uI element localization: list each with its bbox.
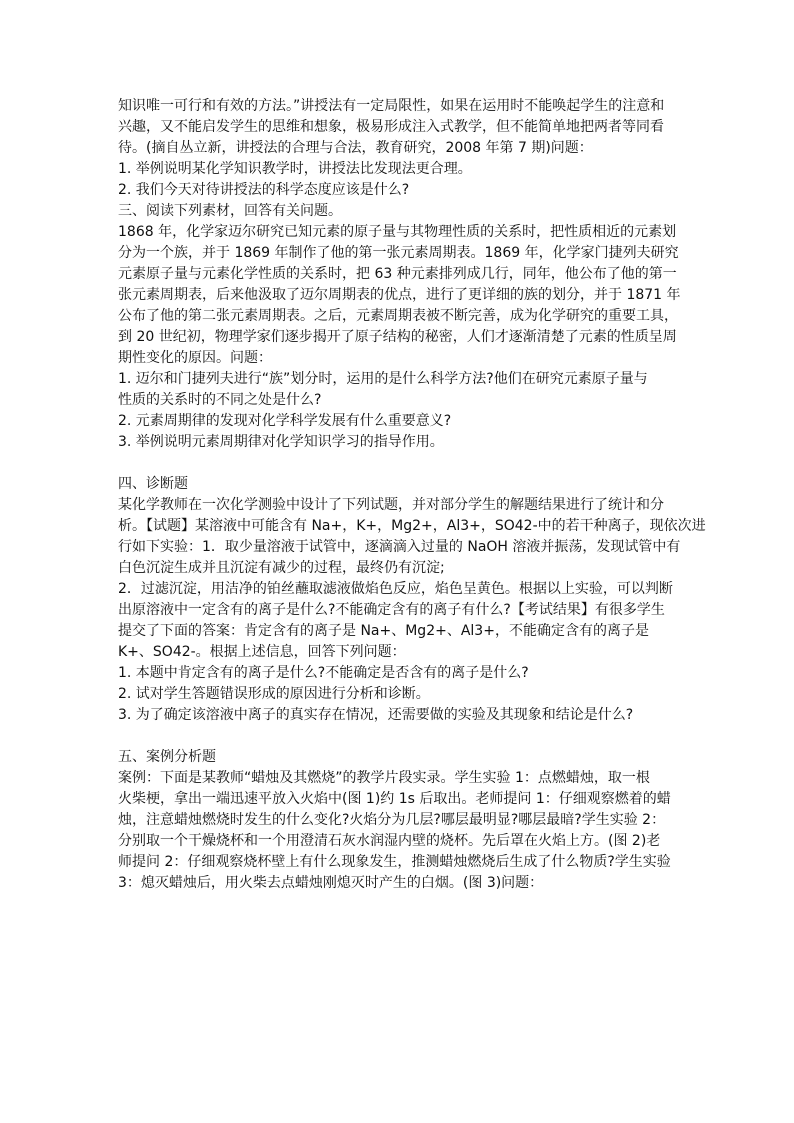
text-line: 1. 迈尔和门捷列夫进行“族”划分时，运用的是什么科学方法?他们在研究元素原子量与 bbox=[118, 371, 648, 387]
text-line: 出原溶液中一定含有的离子是什么?不能确定含有的离子有什么?【考试结果】有很多学生 bbox=[118, 602, 665, 618]
text-line: 2．过滤沉淀，用洁净的铂丝蘸取滤液做焰色反应，焰色呈黄色。根据以上实验，可以判断 bbox=[118, 581, 673, 597]
text-line: 公布了他的第二张元素周期表。之后，元素周期表被不断完善，成为化学研究的重要工具， bbox=[118, 308, 678, 324]
section-four-diagnosis bbox=[118, 474, 706, 726]
text-line: 行如下实验：1．取少量溶液于试管中，逐滴滴入过量的 NaOH 溶液并振荡，发现试管中有 bbox=[118, 539, 681, 555]
text-line: 1868 年，化学家迈尔研究已知元素的原子量与其物理性质的关系时，把性质相近的元素划 bbox=[118, 224, 677, 240]
text-line: 性质的关系时的不同之处是什么? bbox=[118, 392, 322, 408]
text-line: 知识唯一可行和有效的方法。”讲授法有一定局限性，如果在运用时不能唤起学生的注意和 bbox=[118, 98, 665, 114]
text-line: 待。(摘自丛立新，讲授法的合理与合法，教育研究，2008 年第 7 期)问题： bbox=[118, 140, 593, 156]
text-line: 到 20 世纪初，物理学家们逐步揭开了原子结构的秘密，人们才逐渐清楚了元素的性质呈周 bbox=[118, 329, 677, 345]
text-line: 析。【试题】某溶液中可能含有 Na+，K+，Mg2+，Al3+，SO42-中的若干种离子，现依次进 bbox=[118, 518, 706, 534]
text-line: 某化学教师在一次化学测验中设计了下列试题，并对部分学生的解题结果进行了统计和分 bbox=[118, 497, 664, 513]
text-line: 分为一个族，并于 1869 年制作了他的第一张元素周期表。1869 年，化学家门捷列夫研究 bbox=[118, 245, 679, 261]
section-five-case-analysis bbox=[118, 747, 688, 894]
text-line: 2. 我们今天对待讲授法的科学态度应该是什么? bbox=[118, 182, 410, 198]
text-line: 元素原子量与元素化学性质的关系时，把 63 种元素排列成几行，同年，他公布了他的第一 bbox=[118, 266, 677, 282]
text-line: 兴趣，又不能启发学生的思维和想象，极易形成注入式教学，但不能简单地把两者等同看 bbox=[118, 119, 664, 135]
text-line: 2. 元素周期律的发现对化学科学发展有什么重要意义? bbox=[118, 413, 452, 429]
document-body bbox=[118, 96, 706, 915]
text-line: 1. 举例说明某化学知识教学时，讲授法比发现法更合理。 bbox=[118, 161, 472, 177]
text-line: 三、阅读下列素材，回答有关问题。 bbox=[118, 203, 342, 219]
text-line: 烛，注意蜡烛燃烧时发生的什么变化?火焰分为几层?哪层最明显?哪层最暗?学生实验 2： bbox=[118, 812, 666, 828]
text-line: K+、SO42-。根据上述信息，回答下列问题： bbox=[118, 644, 406, 660]
text-line: 火柴梗，拿出一端迅速平放入火焰中(图 1)约 1s 后取出。老师提问 1：仔细观察燃着的蜡 bbox=[118, 791, 671, 807]
text-line: 白色沉淀生成并且沉淀有减少的过程，最终仍有沉淀; bbox=[118, 560, 445, 576]
text-line: 1. 本题中肯定含有的离子是什么?不能确定是否含有的离子是什么? bbox=[118, 665, 529, 681]
text-line: 分别取一个干燥烧杯和一个用澄清石灰水润湿内壁的烧杯。先后罩在火焰上方。(图 2)老 bbox=[118, 833, 661, 849]
text-line: 师提问 2：仔细观察烧杯壁上有什么现象发生，推测蜡烛燃烧后生成了什么物质?学生实验 bbox=[118, 854, 671, 870]
text-line: 案例：下面是某教师“蜡烛及其燃烧”的教学片段实录。学生实验 1：点燃蜡烛，取一根 bbox=[118, 770, 650, 786]
text-line: 提交了下面的答案：肯定含有的离子是 Na+、Mg2+、Al3+，不能确定含有的离子是 bbox=[118, 623, 649, 639]
text-line: 四、诊断题 bbox=[118, 476, 188, 492]
text-line: 3. 举例说明元素周期律对化学知识学习的指导作用。 bbox=[118, 434, 444, 450]
text-line: 期性变化的原因。问题： bbox=[118, 350, 272, 366]
text-line: 张元素周期表，后来他汲取了迈尔周期表的优点，进行了更详细的族的划分，并于 1871 年 bbox=[118, 287, 681, 303]
section-three-continued bbox=[118, 96, 688, 453]
text-line: 2. 试对学生答题错误形成的原因进行分析和诊断。 bbox=[118, 686, 430, 702]
text-line: 3. 为了确定该溶液中离子的真实存在情况，还需要做的实验及其现象和结论是什么? bbox=[118, 707, 634, 723]
text-line: 3：熄灭蜡烛后，用火柴去点蜡烛刚熄灭时产生的白烟。(图 3)问题： bbox=[118, 875, 544, 891]
text-line: 五、案例分析题 bbox=[118, 749, 216, 765]
